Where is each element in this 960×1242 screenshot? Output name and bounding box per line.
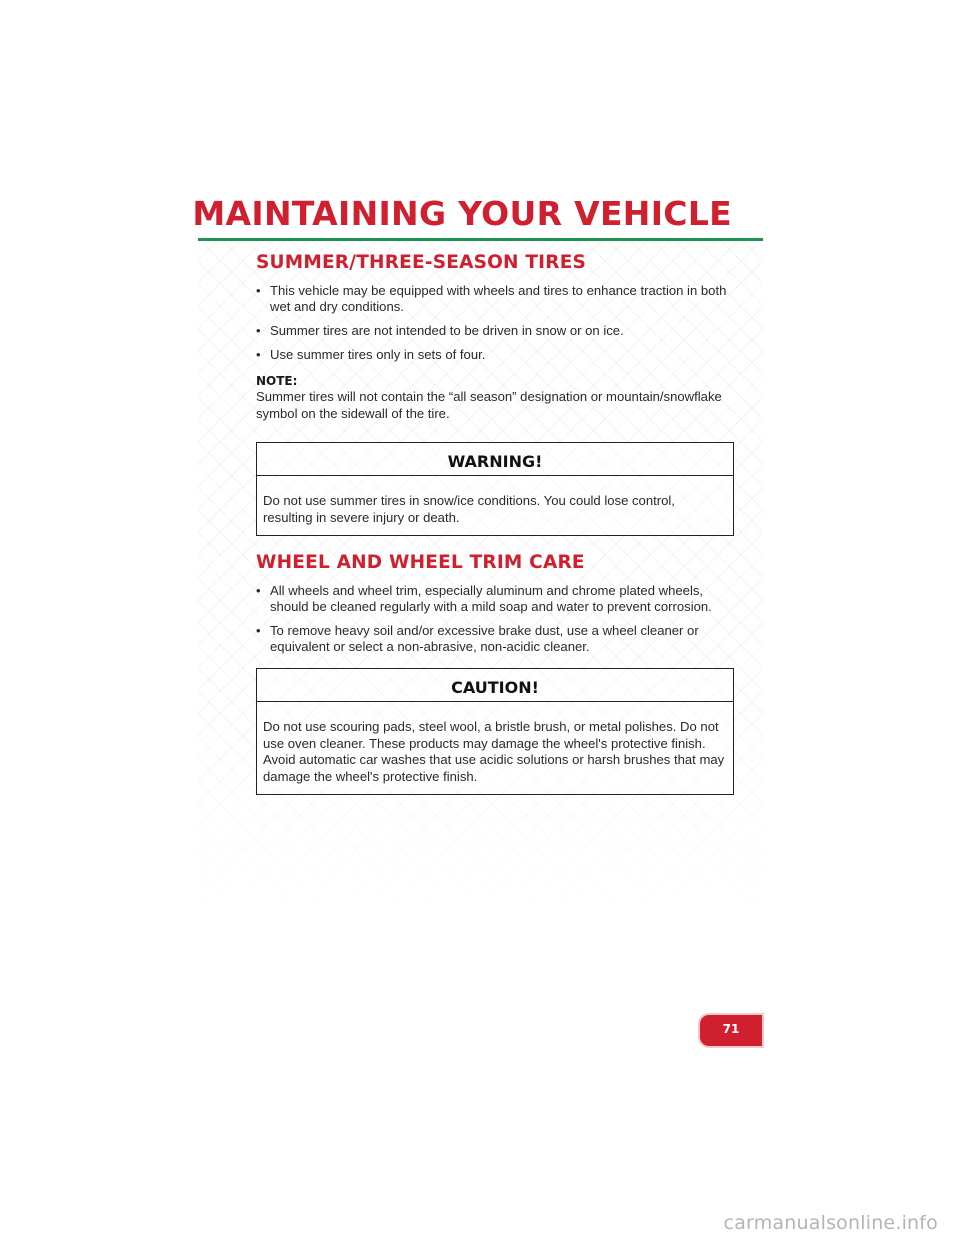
list-item (256, 623, 734, 655)
caution-body: Do not use scouring pads, steel wool, a bristle brush, or metal polishes. Do not use oven cleaner. These products may damage the wheel's protective finish. Avoid automatic car washes that use acidic solutions or harsh brushes that may damage the wheel's protective finish. (263, 719, 725, 784)
list-item (256, 347, 734, 363)
bullet-icon: • (256, 283, 261, 298)
caution-box (256, 668, 734, 795)
note-label: NOTE: (256, 374, 298, 388)
page-content (256, 252, 734, 795)
warning-box (256, 442, 734, 536)
title-divider (198, 238, 763, 241)
list-item-text: All wheels and wheel trim, especially aluminum and chrome plated wheels, should be cleaned regularly with a mild soap and water to prevent corrosion. (270, 583, 712, 614)
list-item-text: Summer tires are not intended to be driven in snow or on ice. (270, 323, 624, 338)
note-text: Summer tires will not contain the “all season” designation or mountain/snowflake symbol on the sidewall of the tire. (256, 389, 722, 421)
summer-tires-heading: SUMMER/THREE-SEASON TIRES (256, 252, 587, 273)
page-number: 71 (722, 1022, 740, 1036)
warning-title: WARNING! (257, 443, 733, 476)
list-item-text: This vehicle may be equipped with wheels and tires to enhance traction in both wet and dry conditions. (270, 283, 727, 314)
caution-title: CAUTION! (257, 669, 733, 702)
wheel-care-heading: WHEEL AND WHEEL TRIM CARE (256, 552, 585, 573)
page-number-tab (700, 1015, 762, 1046)
bullet-icon: • (256, 347, 261, 362)
summer-tires-list (256, 283, 734, 363)
section-title: MAINTAINING YOUR VEHICLE (192, 194, 732, 233)
bullet-icon: • (256, 623, 261, 638)
watermark-text: carmanualsonline.info (723, 1212, 938, 1234)
list-item-text: Use summer tires only in sets of four. (270, 347, 486, 362)
list-item (256, 583, 734, 615)
list-item (256, 323, 734, 339)
list-item (256, 283, 734, 315)
list-item-text: To remove heavy soil and/or excessive brake dust, use a wheel cleaner or equivalent or select a non-abrasive, non-acidic cleaner. (270, 623, 699, 654)
warning-body: Do not use summer tires in snow/ice conditions. You could lose control, resulting in severe injury or death. (263, 493, 675, 525)
bullet-icon: • (256, 323, 261, 338)
wheel-care-list (256, 583, 734, 655)
bullet-icon: • (256, 583, 261, 598)
